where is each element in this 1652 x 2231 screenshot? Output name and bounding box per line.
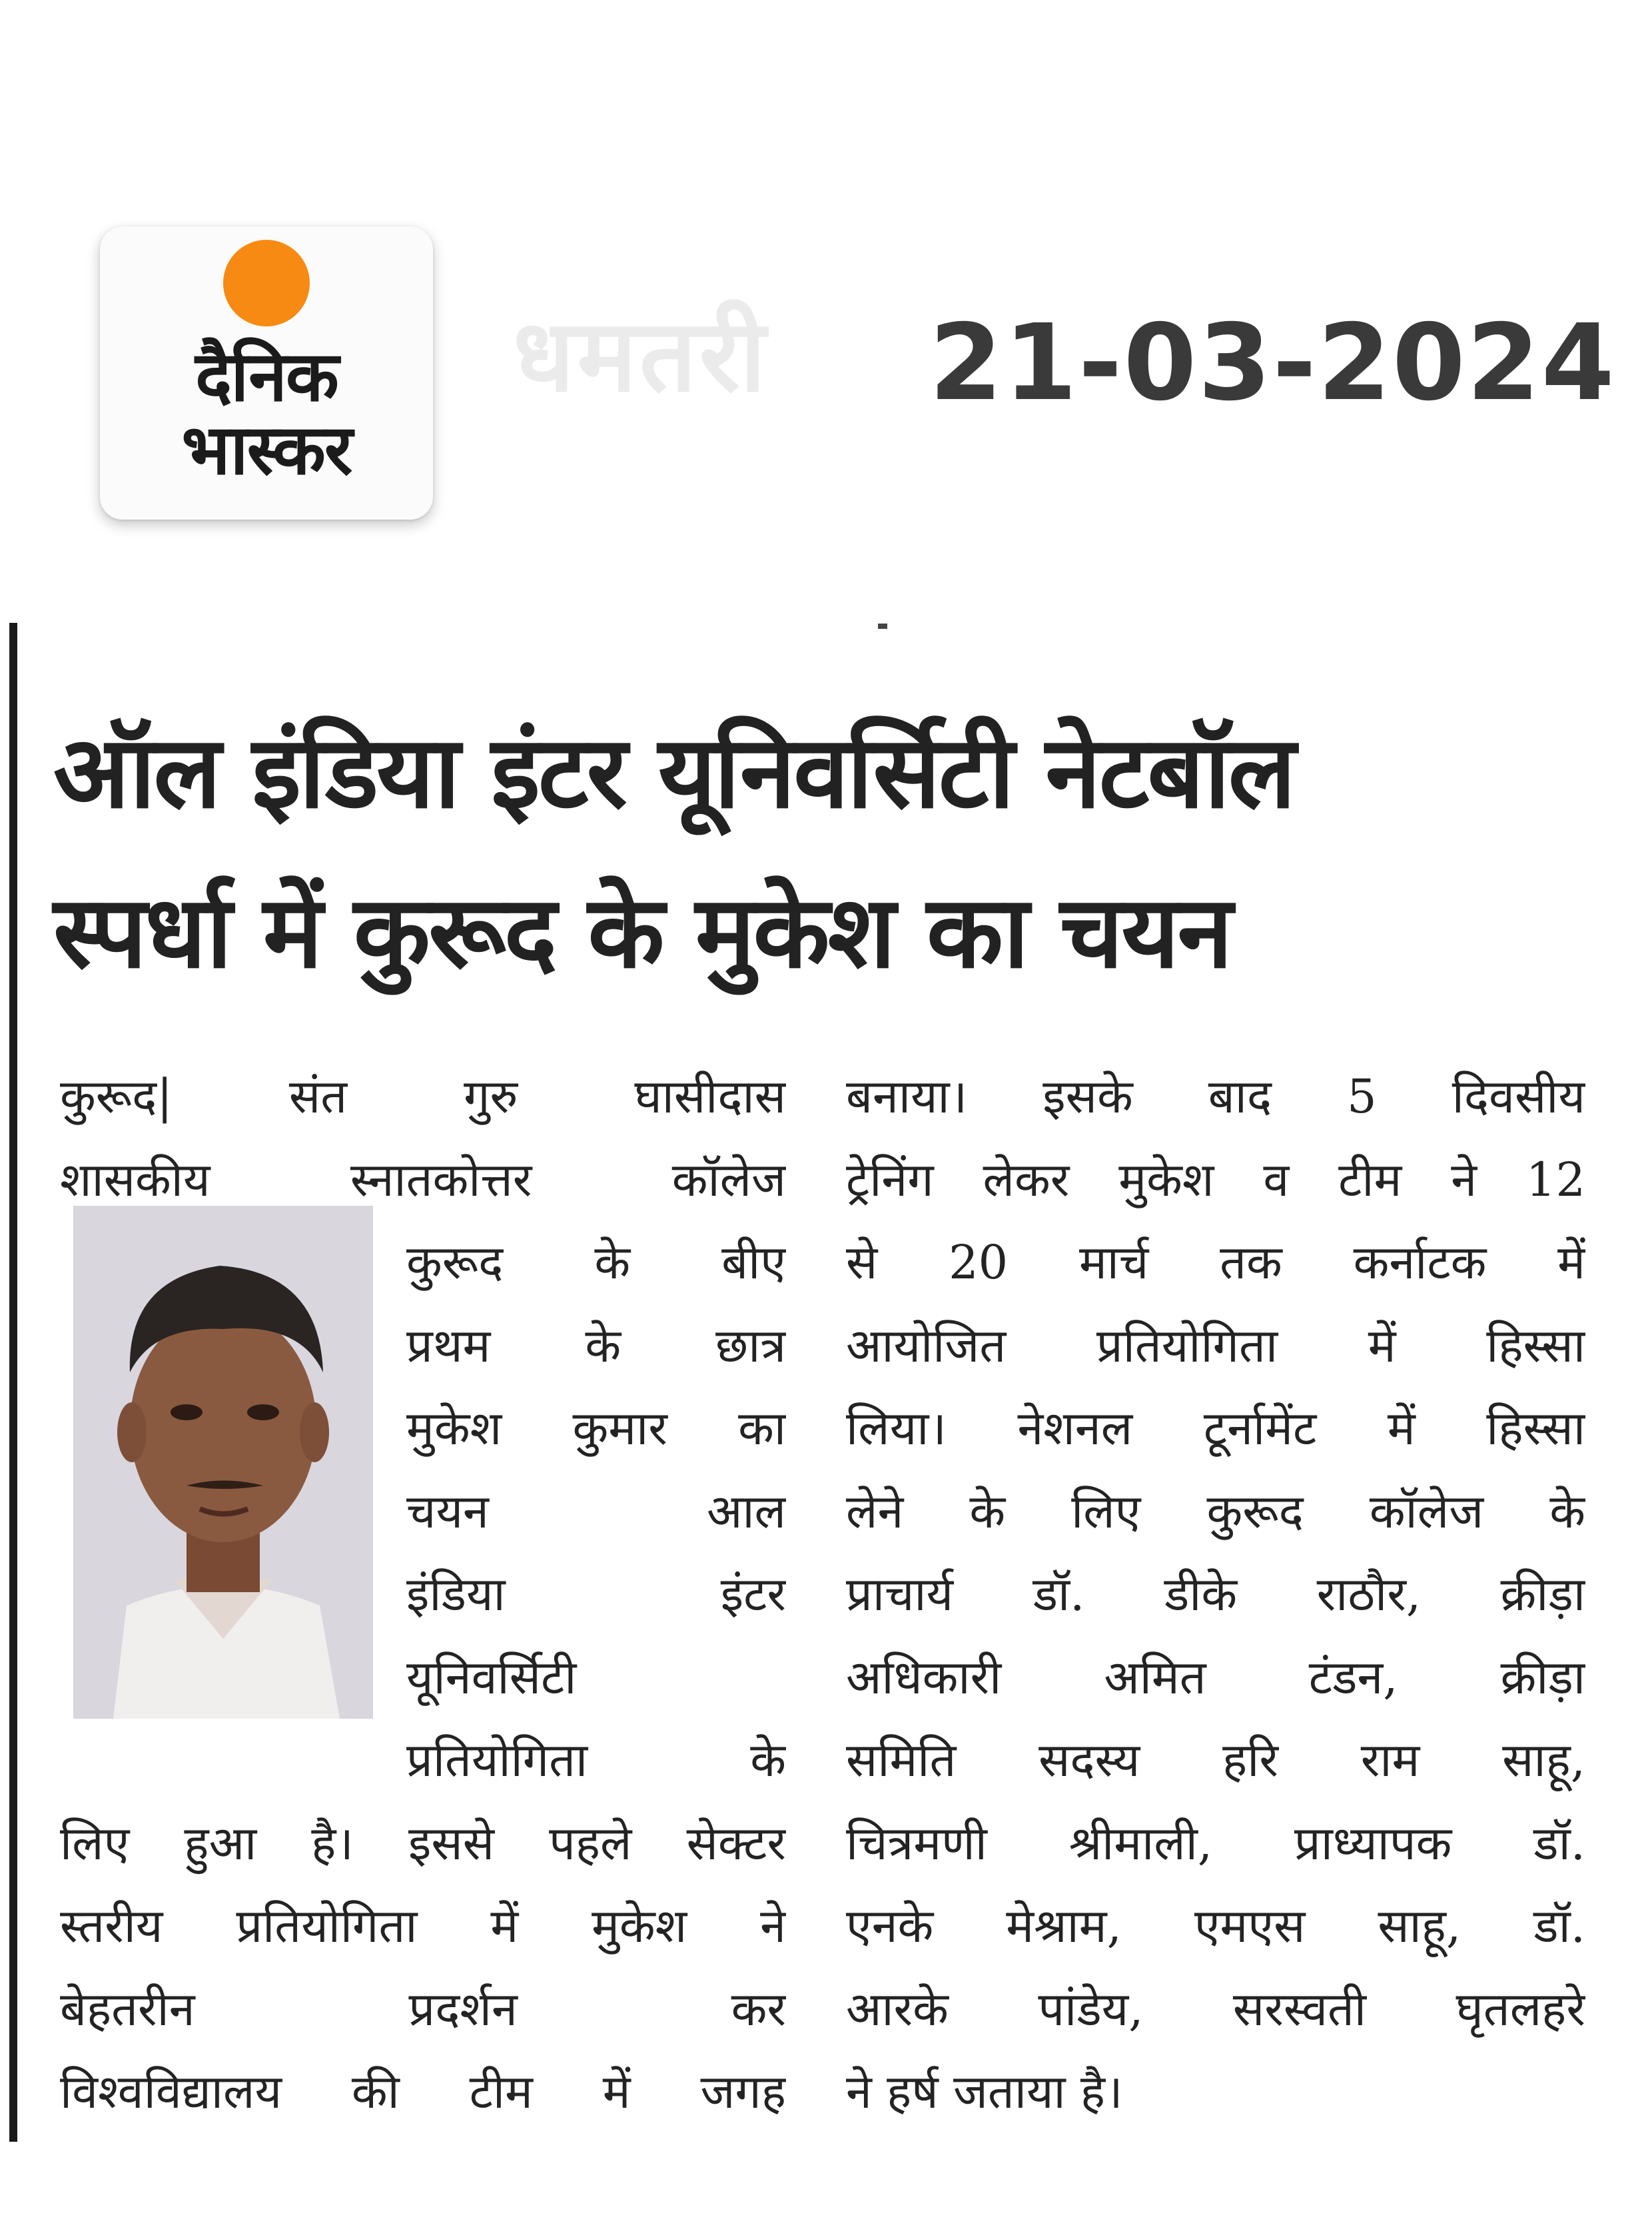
left_column-text-line: प्रथम के छात्र [406, 1318, 786, 1373]
left_column-text-line: कुरूद के बीए [406, 1235, 786, 1290]
left_column-text-line: कुरूद| संत गुरु घासीदास [60, 1069, 786, 1124]
right_column-text-line: ट्रेनिंग लेकर मुकेश व टीम ने 12 [846, 1152, 1585, 1207]
sun-logo-icon [223, 240, 310, 326]
left_column-text-line: बेहतरीन प्रदर्शन कर [60, 1981, 786, 2036]
person-portrait-icon [73, 1206, 373, 1719]
left_column-text-line: शासकीय स्नातकोत्तर कॉलेज [60, 1152, 786, 1207]
headline-line-2: स्पर्धा में कुरूद के मुकेश का चयन [53, 875, 1231, 991]
left_column-text-line: स्तरीय प्रतियोगिता में मुकेश ने [60, 1899, 786, 1953]
logo-text-line1: दैनिक [195, 336, 338, 417]
logo-text-line2: भास्कर [181, 409, 352, 490]
edition-city: धमतरी [513, 298, 769, 414]
right_column-text-line: प्राचार्य डॉ. डीके राठौर, क्रीड़ा [846, 1567, 1585, 1621]
left_column-text-line: प्रतियोगिता के [406, 1733, 786, 1787]
left_column-text-line: मुकेश कुमार का [406, 1401, 786, 1456]
left_column-text-line: चयन आल [406, 1484, 786, 1539]
right_column-text-line: अधिकारी अमित टंडन, क्रीड़ा [846, 1649, 1585, 1705]
right_column-text-line: आरके पांडेय, सरस्वती घृतलहरे [846, 1981, 1585, 2036]
left_column-text-line: विश्वविद्यालय की टीम में जगह [60, 2064, 786, 2119]
right_column-text-line: बनाया। इसके बाद 5 दिवसीय [846, 1069, 1585, 1124]
left_column-text-line: यूनिवर्सिटी [406, 1649, 577, 1705]
right_column-text-line: आयोजित प्रतियोगिता में हिस्सा [846, 1318, 1585, 1373]
clipping-left-rule [9, 623, 17, 2142]
edition-date: 21-03-2024 [929, 302, 1616, 424]
headline-line-1: ऑल इंडिया इंटर यूनिवर्सिटी नेटबॉल [53, 715, 1294, 831]
right_column-text-line: लिया। नेशनल टूर्नामेंट में हिस्सा [846, 1401, 1585, 1456]
article-headline [53, 693, 1599, 1013]
right_column-text-line: ने हर्ष जताया है। [846, 2064, 1123, 2119]
dainik-bhaskar-logo [100, 226, 433, 520]
left_column-text-line: इंडिया इंटर [406, 1567, 786, 1621]
right_column-text-line: एनके मेश्राम, एमएस साहू, डॉ. [846, 1899, 1585, 1953]
right_column-text-line: समिति सदस्य हरि राम साहू, [846, 1733, 1585, 1787]
right_column-text-line: चित्रमणी श्रीमाली, प्राध्यापक डॉ. [846, 1815, 1585, 1871]
right_column-text-line: से 20 मार्च तक कर्नाटक में [846, 1235, 1585, 1290]
clipping-top-mark [878, 624, 887, 629]
left_column-text-line: लिए हुआ है। इससे पहले सेक्टर [60, 1815, 786, 1871]
student-photo [73, 1206, 373, 1719]
right_column-text-line: लेने के लिए कुरूद कॉलेज के [846, 1484, 1585, 1539]
